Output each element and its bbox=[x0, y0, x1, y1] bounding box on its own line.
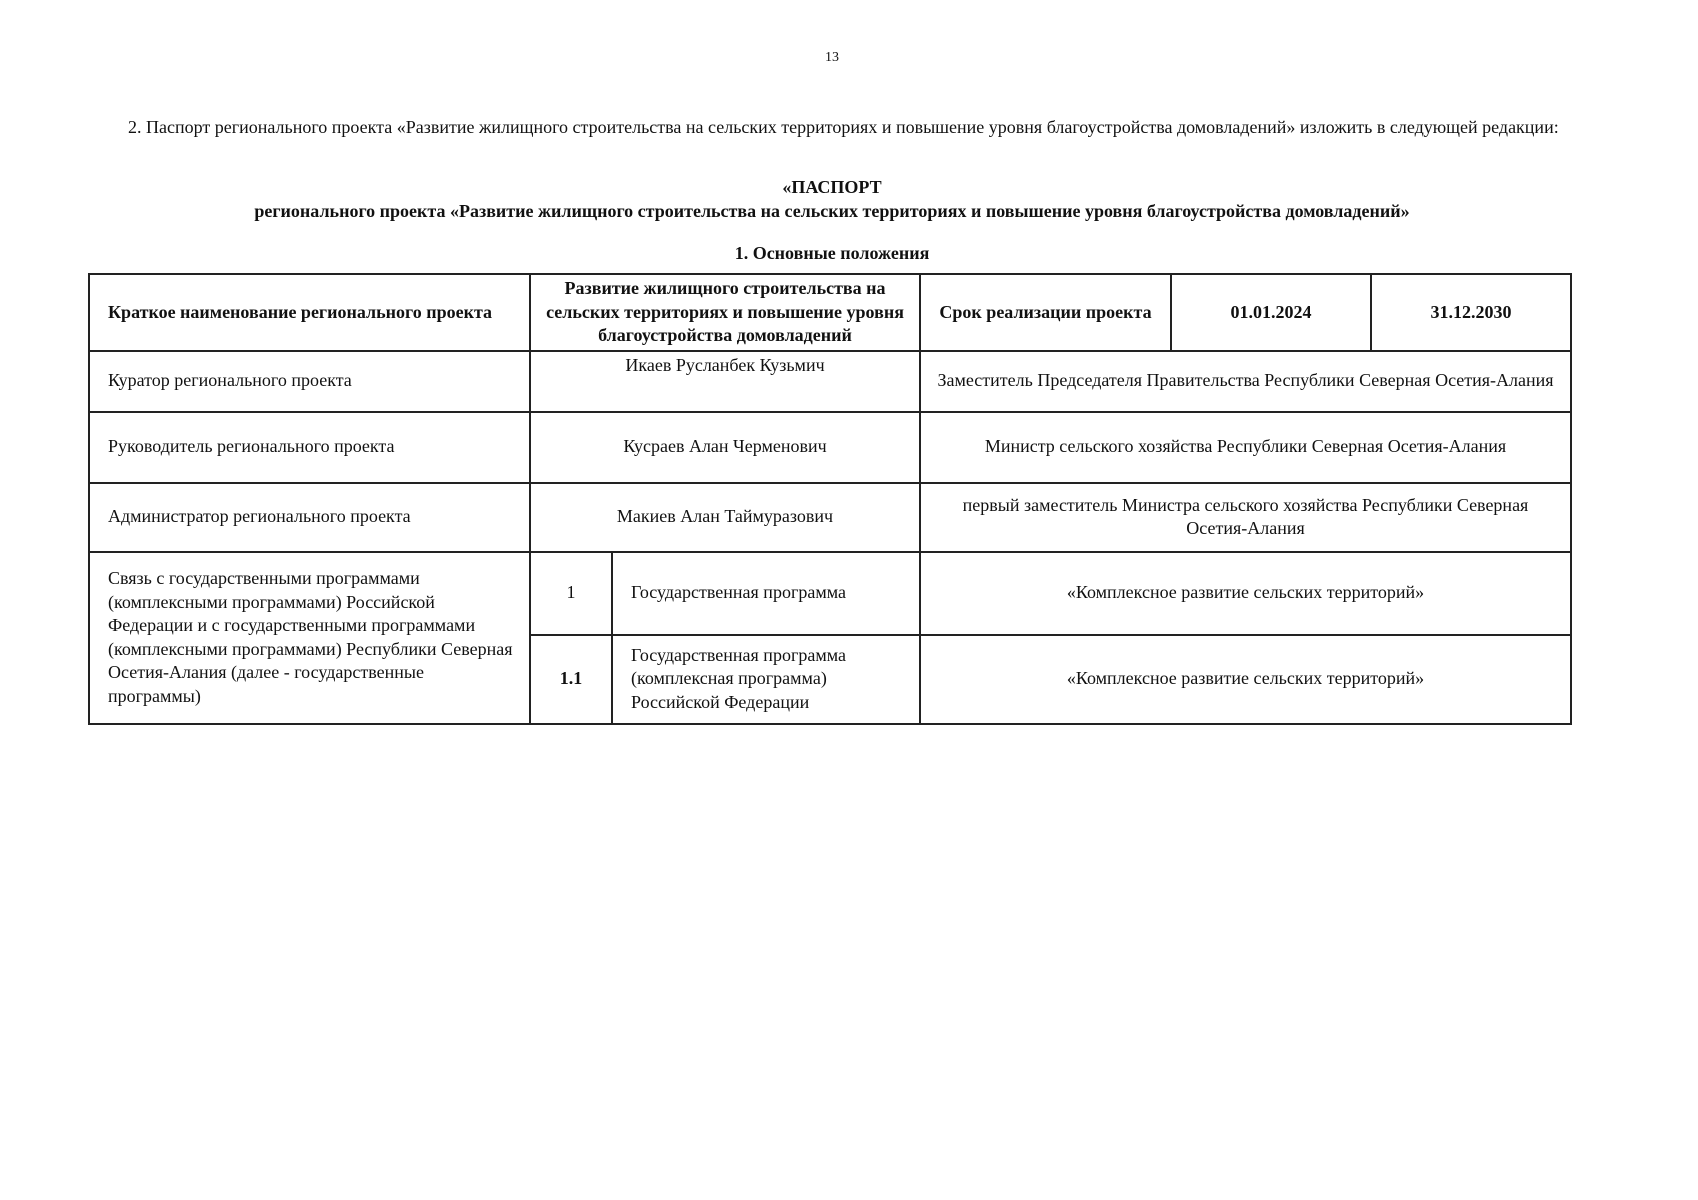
program-name: «Комплексное развитие сельских территорий» bbox=[920, 635, 1571, 724]
admin-position: первый заместитель Министра сельского хозяйства Республики Северная Осетия-Алания bbox=[920, 483, 1571, 552]
head-name: Кусраев Алан Черменович bbox=[530, 412, 920, 483]
admin-label: Администратор регионального проекта bbox=[89, 483, 530, 552]
curator-position: Заместитель Председателя Правительства Республики Северная Осетия-Алания bbox=[920, 351, 1571, 412]
passport-table bbox=[88, 273, 1572, 725]
section-heading: 1. Основные положения bbox=[734, 243, 930, 263]
term-label: Срок реализации проекта bbox=[920, 274, 1171, 351]
curator-label: Куратор регионального проекта bbox=[89, 351, 530, 412]
short-name-value: Развитие жилищного строительства на сельских территориях и повышение уровня благоустройства домовладений bbox=[530, 274, 920, 351]
document-title bbox=[0, 175, 1664, 223]
head-position: Министр сельского хозяйства Республики Северная Осетия-Алания bbox=[920, 412, 1571, 483]
program-name: «Комплексное развитие сельских территорий» bbox=[920, 552, 1571, 635]
table-row-curator bbox=[89, 351, 1571, 412]
start-date: 01.01.2024 bbox=[1171, 274, 1371, 351]
table-row-short-name bbox=[89, 274, 1571, 351]
program-number: 1 bbox=[530, 552, 612, 635]
curator-name: Икаев Русланбек Кузьмич bbox=[530, 351, 920, 412]
head-label: Руководитель регионального проекта bbox=[89, 412, 530, 483]
program-number: 1.1 bbox=[530, 635, 612, 724]
program-type: Государственная программа bbox=[612, 552, 920, 635]
program-type: Государственная программа (комплексная программа) Российской Федерации bbox=[612, 635, 920, 724]
short-name-label: Краткое наименование регионального проекта bbox=[89, 274, 530, 351]
page-number: 13 bbox=[825, 50, 839, 65]
title-line-1: «ПАСПОРТ bbox=[782, 177, 882, 197]
table-row-admin bbox=[89, 483, 1571, 552]
title-line-2: регионального проекта «Развитие жилищного строительства на сельских территориях и повышение уровня благоустройства домовладений» bbox=[254, 201, 1410, 221]
admin-name: Макиев Алан Таймуразович bbox=[530, 483, 920, 552]
end-date: 31.12.2030 bbox=[1371, 274, 1571, 351]
programs-label: Связь с государственными программами (комплексными программами) Российской Федерации и с государственными программами (комплексными программами) Республики Северная Осетия-Алания (далее - государственные программы) bbox=[89, 552, 530, 724]
intro-paragraph: 2. Паспорт регионального проекта «Развитие жилищного строительства на сельских территориях и повышение уровня благоустройства домовладений» изложить в следующей редакции: bbox=[128, 117, 1559, 137]
table-row-program-1 bbox=[89, 552, 1571, 635]
table-row-head bbox=[89, 412, 1571, 483]
